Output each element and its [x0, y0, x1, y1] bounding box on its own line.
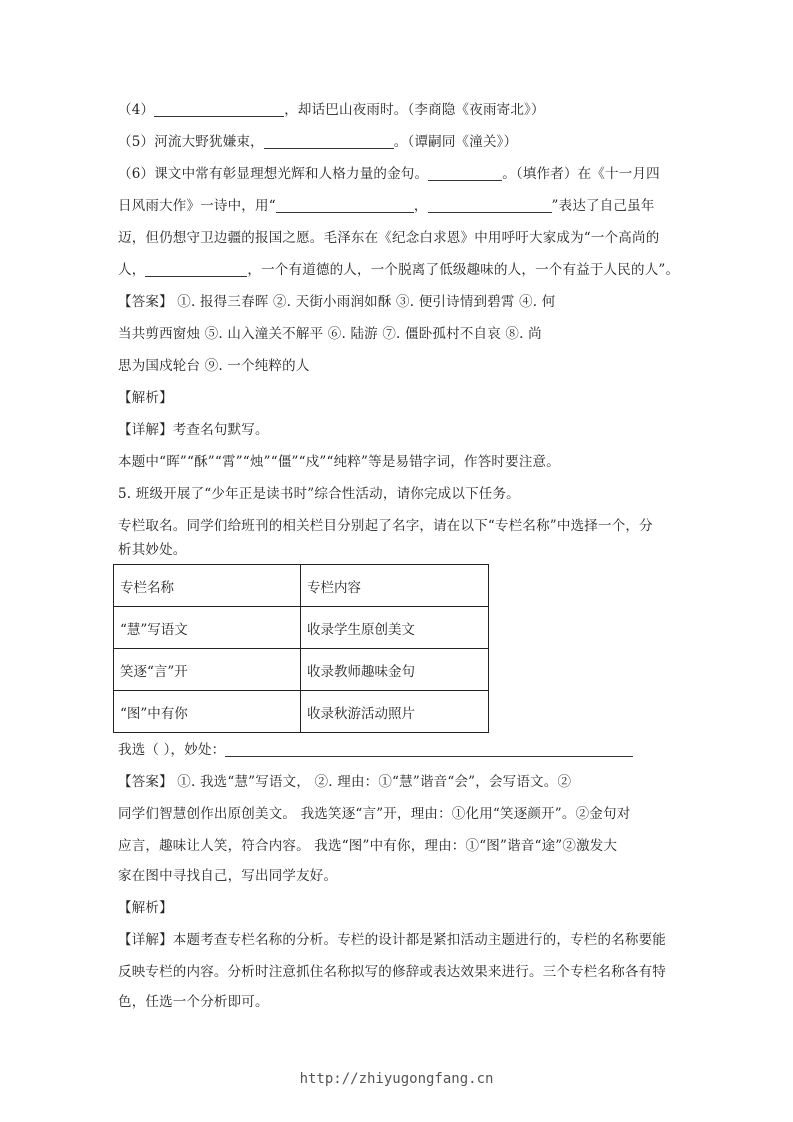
table-cell: 收录学生原创美文	[301, 607, 489, 649]
answer-line: 思为国戍轮台 ⑨. 一个纯粹的人	[118, 358, 310, 374]
poem-line-text: ，却话巴山夜雨时。（李商隐《夜雨寄北》）	[284, 102, 545, 118]
detail-line: 色，任选一个分析即可。	[118, 994, 269, 1010]
choice-line	[118, 740, 678, 760]
text-span: ”表达了自己虽年	[551, 198, 655, 214]
question-5-line	[118, 132, 678, 152]
table-cell: 收录教师趣味金句	[301, 649, 489, 691]
detail-line: 【详解】考查名句默写。	[118, 422, 269, 438]
fill-blank	[428, 166, 502, 181]
question-text: （6）课文中常有彰显理想光辉和人格力量的金句。	[118, 166, 429, 182]
poem-source-text: 。（谭嗣同《潼关》）	[393, 134, 518, 150]
table-header-cell: 专栏名称	[114, 565, 301, 607]
text-line: 迈，但仍想守卫边疆的报国之愿。毛泽东在《纪念白求恩》中用呼吁大家成为“一个高尚的	[118, 230, 660, 246]
table-header-cell: 专栏内容	[301, 565, 489, 607]
analysis-heading: 【解析】	[118, 390, 173, 406]
column-names-table	[113, 564, 489, 733]
detail-line: 【详解】本题考查专栏名称的分析。专栏的设计都是紧扣活动主题进行的，专栏的名称要能	[118, 932, 666, 948]
answer-line: 【答案】 ①. 我选“慧”写语文， ②. 理由：①“慧”谐音“会”，会写语文。②	[118, 774, 572, 790]
text-span: ，一个有道德的人，一个脱离了低级趣味的人，一个有益于人民的人”。	[247, 262, 680, 278]
answer-line: 同学们智慧创作出原创美文。 我选笑逐“言”开，理由：①化用“笑逐颜开”。②金句对	[118, 806, 631, 822]
detail-line: 反映专栏的内容。分析时注意抓住名称拟写的修辞或表达效果来进行。三个专栏名称各有特	[118, 964, 666, 980]
answer-line: 【答案】 ①. 报得三春晖 ②. 天街小雨润如酥 ③. 便引诗情到碧霄 ④. 何	[118, 294, 556, 310]
table-row	[114, 691, 489, 733]
question-text: 。（填作者）在《十一月四	[502, 166, 660, 182]
question-text: 专栏取名。同学们给班刊的相关栏目分别起了名字，请在以下“专栏名称”中选择一个，分	[118, 518, 653, 534]
fill-blank	[264, 134, 394, 149]
table-cell: “慧”写语文	[114, 607, 301, 649]
text-span: 日风雨大作》一诗中，用“	[118, 198, 276, 214]
table-cell: 收录秋游活动照片	[301, 691, 489, 733]
table-cell: 笑逐“言”开	[114, 649, 301, 691]
poem-line-text: （5）河流大野犹嫌束，	[118, 134, 264, 150]
answer-line: 应言，趣味让人笑，符合内容。 我选“图”中有你，理由：①“图”谐音“途”②激发大	[118, 838, 618, 854]
table-cell: “图”中有你	[114, 691, 301, 733]
question-text: 析其妙处。	[118, 542, 187, 558]
item-number: （4）	[118, 102, 155, 118]
fill-blank	[154, 102, 284, 117]
question-6-line	[118, 164, 678, 184]
answer-line: 家在图中寻找自己，写出同学友好。	[118, 868, 338, 884]
text-span: 人，	[118, 262, 146, 278]
text-span: 我选（ ），妙处：	[118, 742, 226, 758]
question-title: 5. 班级开展了“少年正是读书时”综合性活动，请你完成以下任务。	[118, 486, 520, 502]
fill-blank	[276, 198, 414, 213]
text-span: ，	[413, 198, 428, 214]
footer-url[interactable]: http://zhiyugongfang.cn	[299, 1071, 494, 1087]
text-line	[118, 260, 678, 280]
table-header-row	[114, 565, 489, 607]
fill-blank	[145, 262, 247, 277]
question-4-line	[118, 100, 678, 120]
analysis-heading: 【解析】	[118, 900, 173, 916]
answer-line: 当共剪西窗烛 ⑤. 山入潼关不解平 ⑥. 陆游 ⑦. 僵卧孤村不自哀 ⑧. 尚	[118, 326, 542, 342]
fill-blank	[225, 742, 633, 757]
table-row	[114, 607, 489, 649]
text-line	[118, 196, 678, 216]
fill-blank	[428, 198, 552, 213]
table-row	[114, 649, 489, 691]
detail-line: 本题中“晖”“酥”“霄”“烛”“僵”“戍”“纯粹”等是易错字词，作答时要注意。	[118, 454, 560, 470]
